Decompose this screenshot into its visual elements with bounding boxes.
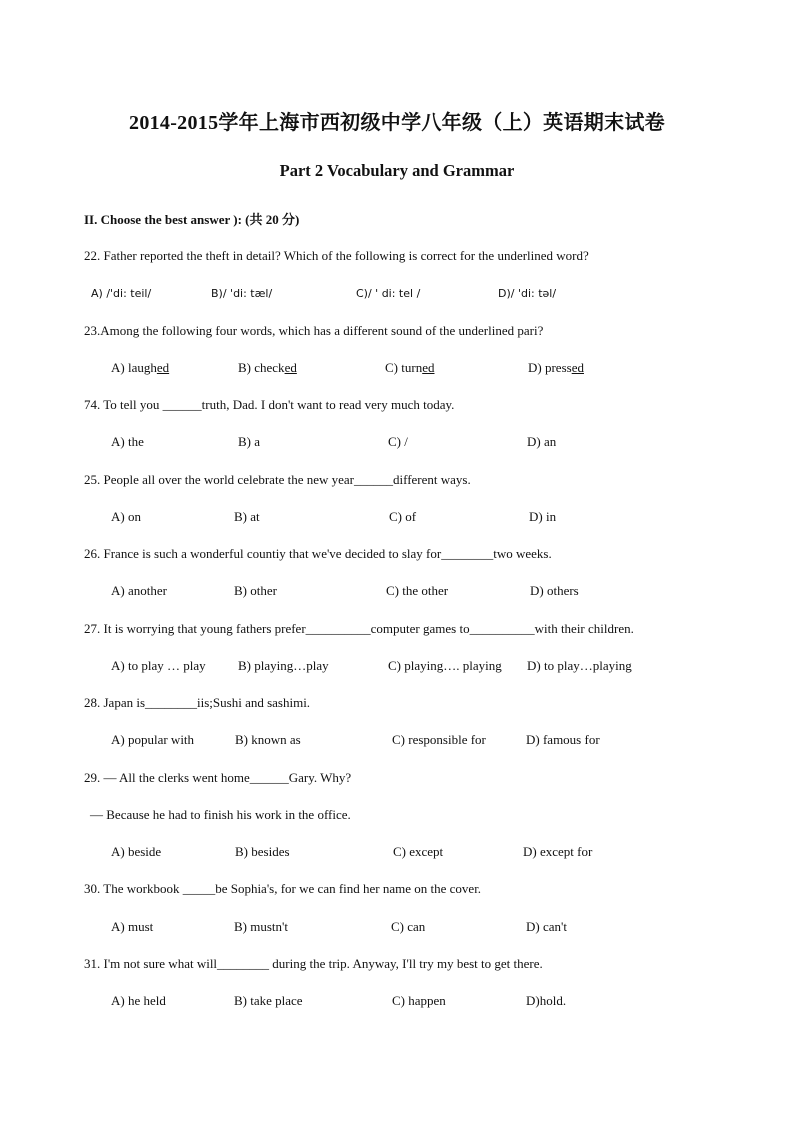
question-26-option-c: C) the other bbox=[386, 583, 449, 598]
question-29-stem: 29. — All the clerks went home______Gary. Why? bbox=[84, 770, 352, 785]
question-22-stem: 22. Father reported the theft in detail? Which of the following is correct for the underlined word? bbox=[84, 248, 589, 263]
question-29-option-b: B) besides bbox=[235, 844, 290, 859]
question-74-option-a: A) the bbox=[111, 434, 144, 449]
question-25-option-a: A) on bbox=[111, 509, 141, 524]
question-26-option-b: B) other bbox=[234, 583, 277, 598]
question-31-stem: 31. I'm not sure what will________ during the trip. Anyway, I'll try my best to get there. bbox=[84, 956, 543, 971]
question-23-option-b: B) checked bbox=[238, 360, 297, 375]
question-30-option-a: A) must bbox=[111, 919, 154, 934]
question-30-option-c: C) can bbox=[391, 919, 426, 934]
question-28-stem: 28. Japan is________iis;Sushi and sashimi. bbox=[84, 695, 311, 710]
question-27-stem: 27. It is worrying that young fathers prefer__________computer games to__________with their children. bbox=[84, 621, 634, 636]
section-heading: II. Choose the best answer ): (共 20 分) bbox=[84, 212, 300, 227]
question-28-option-b: B) known as bbox=[235, 732, 301, 747]
question-23-option-c: C) turned bbox=[385, 360, 435, 375]
question-30-stem: 30. The workbook _____be Sophia's, for we can find her name on the cover. bbox=[84, 881, 482, 896]
question-27-option-b: B) playing…play bbox=[238, 658, 329, 673]
question-22-option-c: C)/ ' di: tel / bbox=[356, 287, 421, 300]
question-26-stem: 26. France is such a wonderful countiy that we've decided to slay for________two weeks. bbox=[84, 546, 552, 561]
question-28-option-d: D) famous for bbox=[526, 732, 600, 747]
question-27-option-c: C) playing…. playing bbox=[388, 658, 502, 673]
question-27-option-a: A) to play … play bbox=[111, 658, 206, 673]
question-26-option-a: A) another bbox=[111, 583, 167, 598]
question-25-option-b: B) at bbox=[234, 509, 260, 524]
question-25-stem: 25. People all over the world celebrate the new year______different ways. bbox=[84, 472, 471, 487]
question-25-option-d: D) in bbox=[529, 509, 557, 524]
question-29-option-d: D) except for bbox=[523, 844, 593, 859]
question-23-option-a: A) laughed bbox=[111, 360, 170, 375]
question-23-stem: 23.Among the following four words, which has a different sound of the underlined pari? bbox=[84, 323, 544, 338]
question-28-option-a: A) popular with bbox=[111, 732, 195, 747]
question-29-option-c: C) except bbox=[393, 844, 444, 859]
question-29-response: — Because he had to finish his work in the office. bbox=[90, 807, 351, 822]
question-25-option-c: C) of bbox=[389, 509, 417, 524]
question-74-option-d: D) an bbox=[527, 434, 557, 449]
question-29-option-a: A) beside bbox=[111, 844, 162, 859]
question-31-option-c: C) happen bbox=[392, 993, 446, 1008]
page-title: 2014-2015学年上海市西初级中学八年级（上）英语期末试卷 bbox=[129, 112, 665, 134]
question-31-option-b: B) take place bbox=[234, 993, 303, 1008]
question-23-option-d: D) pressed bbox=[528, 360, 584, 375]
question-74-stem: 74. To tell you ______truth, Dad. I don't want to read very much today. bbox=[84, 397, 455, 412]
question-30-option-b: B) mustn't bbox=[234, 919, 288, 934]
question-30-option-d: D) can't bbox=[526, 919, 567, 934]
question-31-option-d: D)hold. bbox=[526, 993, 567, 1008]
question-27-option-d: D) to play…playing bbox=[527, 658, 632, 673]
question-22-option-a: A) /'di: teil/ bbox=[91, 287, 152, 300]
question-74-option-b: B) a bbox=[238, 434, 261, 449]
question-22-option-d: D)/ 'di: təl/ bbox=[498, 287, 557, 300]
question-26-option-d: D) others bbox=[530, 583, 579, 598]
question-31-option-a: A) he held bbox=[111, 993, 166, 1008]
part-heading: Part 2 Vocabulary and Grammar bbox=[279, 161, 515, 180]
question-28-option-c: C) responsible for bbox=[392, 732, 486, 747]
question-22-option-b: B)/ 'di: tæl/ bbox=[211, 287, 273, 300]
question-74-option-c: C) / bbox=[388, 434, 408, 449]
